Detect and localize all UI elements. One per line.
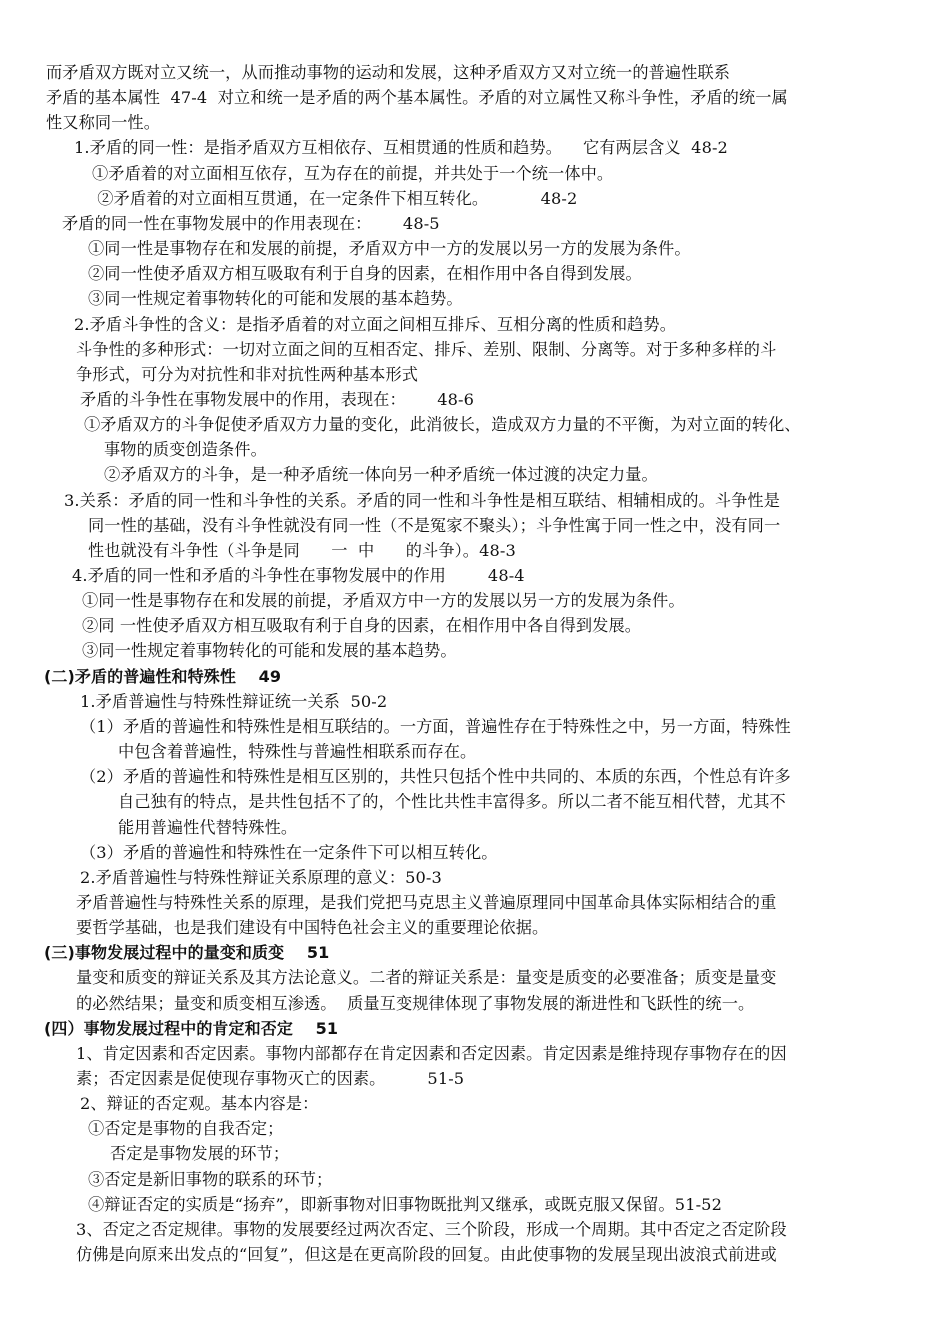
text-line: 否定是事物发展的环节； — [110, 1144, 290, 1164]
text-line: 矛盾普遍性与特殊性关系的原理，是我们党把马克思主义普遍原理同中国革命具体实际相结合的重 — [76, 892, 777, 912]
text-line: 中包含着普遍性，特殊性与普遍性相联系而存在。 — [118, 742, 477, 762]
text-line: 1、肯定因素和否定因素。事物内部都存在肯定因素和否定因素。肯定因素是维持现存事物存在的因 — [76, 1043, 787, 1063]
text-line: ③否定是新旧事物的联系的环节； — [88, 1169, 333, 1189]
text-line: 斗争性的多种形式：一切对立面之间的互相否定、排斥、差别、限制、分离等。对于多种多样的斗 — [76, 339, 777, 359]
text-line: ③同一性规定着事物转化的可能和发展的基本趋势。 — [82, 641, 457, 661]
text-line: ③同一性规定着事物转化的可能和发展的基本趋势。 — [88, 289, 463, 309]
text-line: 要哲学基础，也是我们建设有中国特色社会主义的重要理论依据。 — [76, 918, 549, 938]
text-line: 量变和质变的辩证关系及其方法论意义。二者的辩证关系是：量变是质变的必要准备；质变是量变 — [76, 968, 777, 988]
section-heading: (二)矛盾的普遍性和特殊性 49 — [44, 666, 282, 686]
text-line: ①矛盾双方的斗争促使矛盾双方力量的变化，此消彼长，造成双方力量的不平衡，为对立面的转化、 — [84, 415, 801, 435]
text-line: ②同一性使矛盾双方相互吸取有利于自身的因素，在相作用中各自得到发展。 — [88, 264, 642, 284]
text-line: 而矛盾双方既对立又统一，从而推动事物的运动和发展，这种矛盾双方又对立统一的普遍性联系 — [46, 63, 731, 82]
text-line: 能用普遍性代替特殊性。 — [118, 817, 298, 837]
text-line: 2.矛盾斗争性的含义：是指矛盾着的对立面之间相互排斥、互相分离的性质和趋势。 — [74, 314, 676, 334]
text-line: 性也就没有斗争性（斗争是同 一 中 的斗争）。48-3 — [88, 540, 516, 560]
text-line: 3、否定之否定规律。事物的发展要经过两次否定、三个阶段，形成一个周期。其中否定之否定阶段 — [76, 1219, 787, 1239]
text-line: （1）矛盾的普遍性和特殊性是相互联结的。一方面，普遍性存在于特殊性之中，另一方面，特殊性 — [80, 716, 791, 736]
text-line: （2）矛盾的普遍性和特殊性是相互区别的，共性只包括个性中共同的、本质的东西，个性总有许多 — [80, 767, 791, 787]
text-line: 的必然结果；量变和质变相互渗透。 质量互变规律体现了事物发展的渐进性和飞跃性的统一。 — [76, 993, 755, 1013]
text-line: ①否定是事物的自我否定； — [88, 1119, 284, 1139]
text-line: 自己独有的特点，是共性包括不了的，个性比共性丰富得多。所以二者不能互相代替，尤其不 — [118, 792, 786, 812]
text-line: 矛盾的同一性在事物发展中的作用表现在： 48-5 — [62, 213, 440, 233]
text-line: ②矛盾着的对立面相互贯通，在一定条件下相互转化。 48-2 — [92, 188, 578, 208]
text-line: ②同 一性使矛盾双方相互吸取有利于自身的因素，在相作用中各自得到发展。 — [82, 616, 642, 636]
text-line: 事物的质变创造条件。 — [104, 440, 267, 460]
text-line: （3）矛盾的普遍性和特殊性在一定条件下可以相互转化。 — [80, 842, 498, 862]
text-line: 4.矛盾的同一性和矛盾的斗争性在事物发展中的作用 48-4 — [72, 566, 525, 585]
text-line: 2、辩证的否定观。基本内容是： — [80, 1094, 319, 1114]
section-heading: (四）事物发展过程中的肯定和否定 51 — [44, 1018, 339, 1038]
text-line: 仿佛是向原来出发点的“回复”，但这是在更高阶段的回复。由此使事物的发展呈现出波浪式前进或 — [76, 1245, 777, 1265]
text-line: 素；否定因素是促使现存事物灭亡的因素。 51-5 — [76, 1069, 465, 1088]
text-line: 1.矛盾普遍性与特殊性辩证统一关系 50-2 — [80, 691, 388, 711]
text-line: 争形式，可分为对抗性和非对抗性两种基本形式 — [76, 364, 419, 384]
text-line: 2.矛盾普遍性与特殊性辩证关系原理的意义：50-3 — [80, 867, 442, 887]
text-line: ①同一性是事物存在和发展的前提，矛盾双方中一方的发展以另一方的发展为条件。 — [88, 239, 691, 259]
section-heading: (三)事物发展过程中的量变和质变 51 — [44, 943, 330, 963]
text-line: 性又称同一性。 — [46, 113, 161, 133]
text-line: 同一性的基础，没有斗争性就没有同一性（不是冤家不聚头）；斗争性寓于同一性之中，没有同一 — [88, 515, 781, 535]
text-line: 矛盾的基本属性 47-4 对立和统一是矛盾的两个基本属性。矛盾的对立属性又称斗争性，矛盾的统一属 — [46, 88, 788, 108]
text-line: ①同一性是事物存在和发展的前提，矛盾双方中一方的发展以另一方的发展为条件。 — [82, 591, 685, 611]
text-line: 矛盾的斗争性在事物发展中的作用，表现在： 48-6 — [80, 389, 474, 409]
text-line: 1.矛盾的同一性：是指矛盾双方互相依存、互相贯通的性质和趋势。 它有两层含义 48-2 — [74, 138, 728, 158]
text-line: ④辩证否定的实质是“扬弃”，即新事物对旧事物既批判又继承，或既克服又保留。51-52 — [88, 1194, 722, 1214]
text-line: ①矛盾着的对立面相互依存，互为存在的前提，并共处于一个统一体中。 — [92, 163, 614, 183]
text-line: ②矛盾双方的斗争，是一种矛盾统一体向另一种矛盾统一体过渡的决定力量。 — [104, 465, 658, 485]
text-line: 3.关系：矛盾的同一性和斗争性的关系。矛盾的同一性和斗争性是相互联结、相辅相成的。斗争性是 — [64, 490, 781, 510]
